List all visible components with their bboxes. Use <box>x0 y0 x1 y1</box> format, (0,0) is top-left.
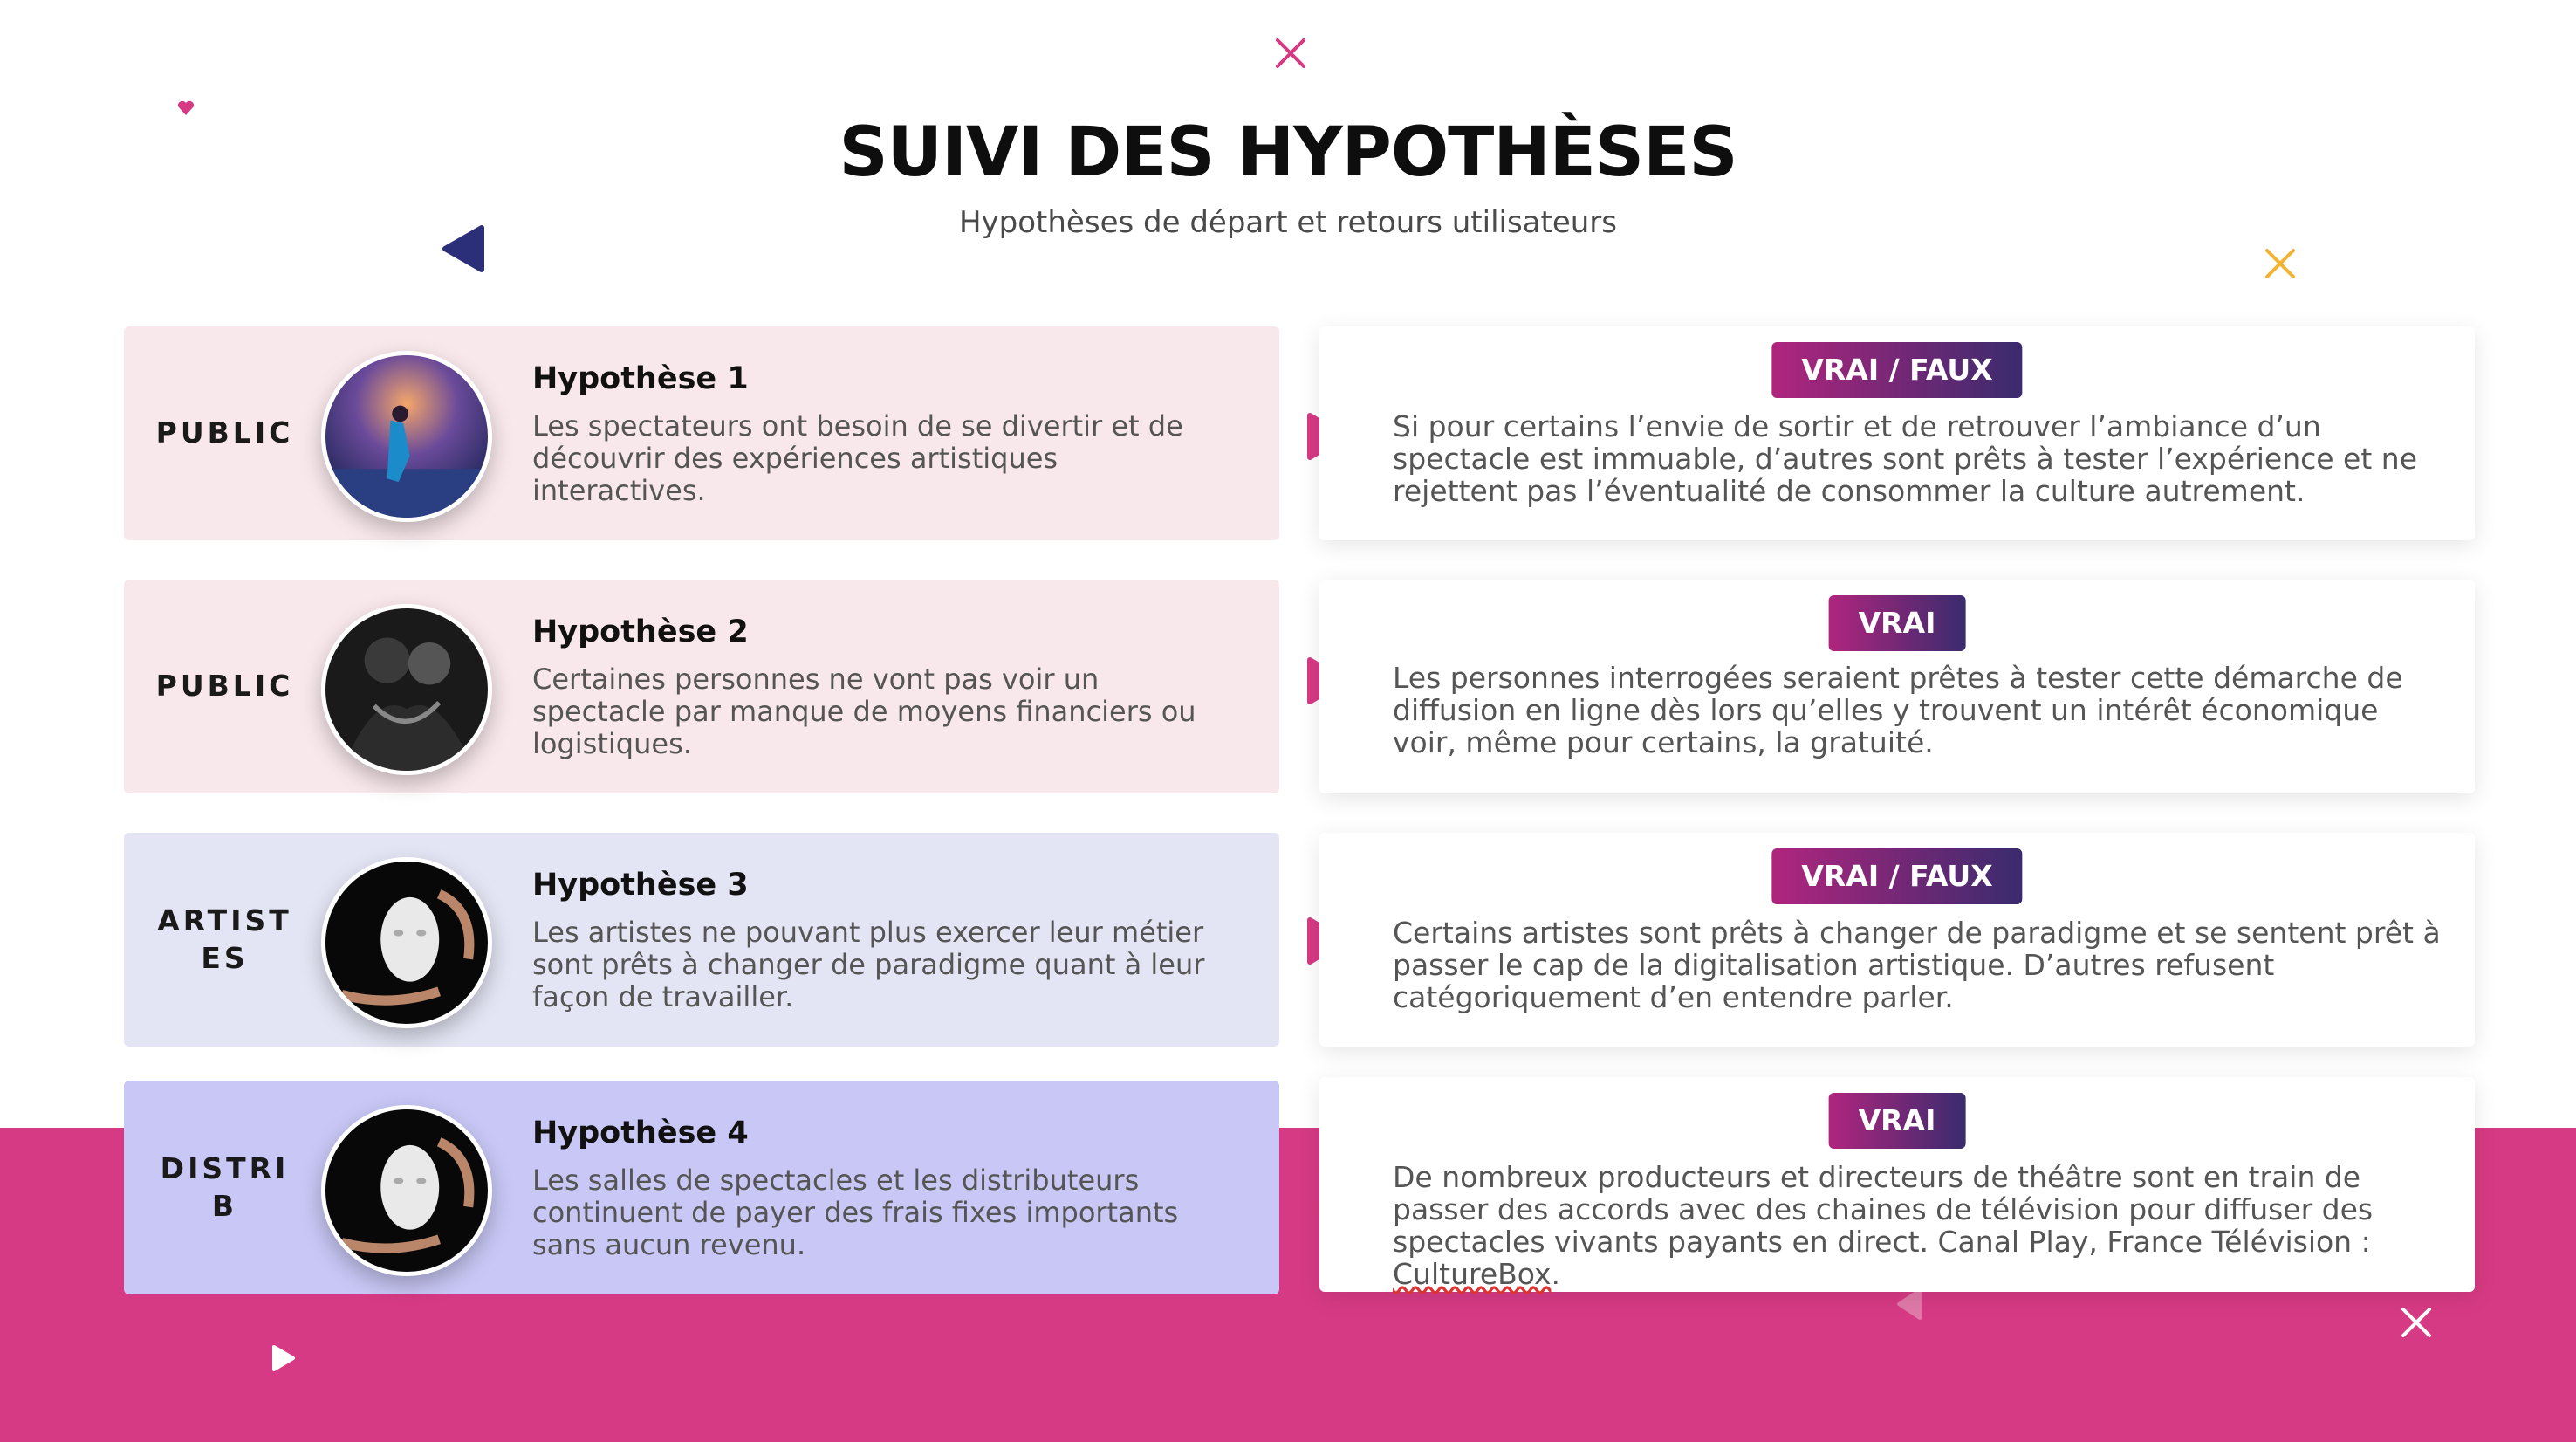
category-label: PUBLIC <box>155 669 294 704</box>
response-card-4 <box>1319 1077 2475 1292</box>
hypothesis-card-2 <box>124 580 1279 793</box>
category-label: ARTISTES <box>157 903 292 975</box>
response-card-3 <box>1319 833 2475 1047</box>
close-icon <box>2400 1306 2433 1339</box>
response-text: Si pour certains l’envie de sortir et de retrouver l’ambiance d’un spectacle est immuable, d’autres sont prêts à tester l’expérience et ne rejettent pas l’éventualité de consommer la culture autrement. <box>1393 409 2417 508</box>
category-label: DISTRIB <box>160 1150 290 1223</box>
hypothesis-card-4 <box>124 1081 1279 1294</box>
verdict-badge: VRAI / FAUX <box>1771 342 2022 398</box>
response-text: Certains artistes sont prêts à changer de paradigme et se sentent prêt à passer le cap de la digitalisation artistique. D’autres refusent catégoriquement d’en entendre parler. <box>1393 916 2441 1014</box>
hypothesis-text: Certaines personnes ne vont pas voir un spectacle par manque de moyens financiers ou logistiques. <box>532 663 1196 760</box>
response-text: Les personnes interrogées seraient prêtes à tester cette démarche de diffusion en ligne dès lors qu’elles y trouvent un intérêt économique voir, même pour certains, la gratuité. <box>1393 661 2403 759</box>
response-card-2 <box>1319 580 2475 793</box>
close-icon <box>1274 37 1307 70</box>
hypothesis-image <box>321 857 492 1028</box>
hypothesis-text: Les spectateurs ont besoin de se divertir et de découvrir des expériences artistiques interactives. <box>532 409 1183 507</box>
hypothesis-image <box>321 1105 492 1276</box>
response-text-main: De nombreux producteurs et directeurs de théâtre sont en train de passer des accords avec des chaines de télévision pour diffuser des spectacles vivants payants en direct. Canal Play, France Télévision : <box>1393 1160 2374 1259</box>
culturebox-link[interactable]: CultureBox <box>1393 1257 1552 1291</box>
verdict-badge: VRAI <box>1829 595 1966 651</box>
page-title: SUIVI DES HYPOTHÈSES <box>839 113 1737 192</box>
triangle-left-icon <box>1894 1287 1925 1322</box>
hypothesis-image <box>321 351 492 522</box>
close-icon <box>2264 247 2297 280</box>
hypothesis-title: Hypothèse 4 <box>532 1116 749 1150</box>
hypothesis-title: Hypothèse 2 <box>532 615 749 649</box>
category-label: PUBLIC <box>155 415 294 450</box>
response-text <box>1393 1161 2449 1290</box>
hypothesis-text: Les salles de spectacles et les distributeurs continuent de payer des frais fixes importants sans aucun revenu. <box>532 1164 1179 1261</box>
verdict-badge: VRAI / FAUX <box>1771 848 2022 904</box>
response-card-1 <box>1319 326 2475 540</box>
hypothesis-card-1 <box>124 326 1279 540</box>
hypothesis-title: Hypothèse 3 <box>532 868 749 903</box>
verdict-badge: VRAI <box>1829 1093 1966 1149</box>
hypothesis-text: Les artistes ne pouvant plus exercer leur métier sont prêts à changer de paradigme quant à leur façon de travailler. <box>532 916 1205 1013</box>
play-icon <box>267 1342 298 1374</box>
page-subtitle: Hypothèses de départ et retours utilisateurs <box>958 205 1617 240</box>
hypothesis-card-3 <box>124 833 1279 1047</box>
response-text-end: . <box>1551 1257 1560 1291</box>
hypothesis-title: Hypothèse 1 <box>532 361 749 396</box>
hypothesis-image <box>321 604 492 775</box>
